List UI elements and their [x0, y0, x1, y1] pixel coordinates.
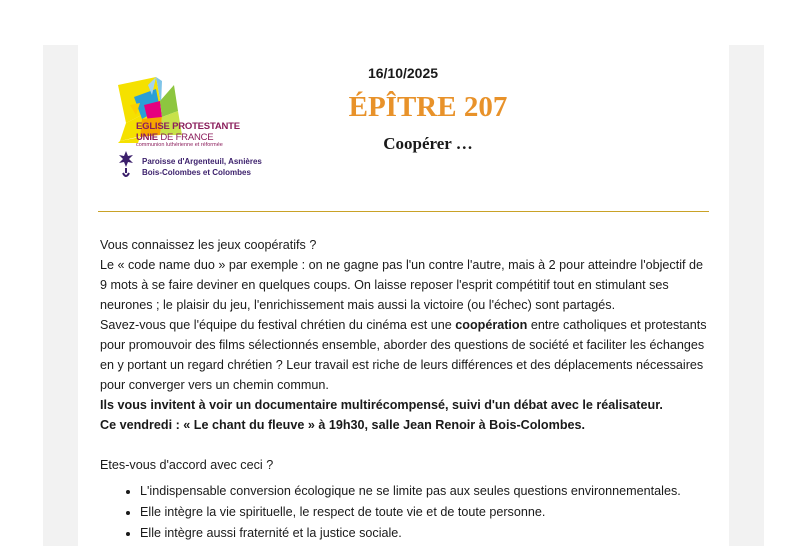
logo-line-1: EGLISE PROTESTANTE — [136, 121, 240, 132]
issue-date: 16/10/2025 — [367, 65, 439, 81]
paragraph-festival: Savez-vous que l'équipe du festival chrétien du cinéma est une coopération entre catholiques et protestants pour promouvoir des films sélectionnés ensemble, aborder des questions de société et faciliter les échanges en y portant un regard chrétien ? Leur travail est riche de leurs différences et des déplacements nécessaires pour converger vers un chemin commun. — [100, 318, 707, 392]
list-item: • Elle intègre aussi fraternité et la justice sociale. — [140, 523, 710, 544]
paragraph-game: Le « code name duo » par exemple : on ne gagne pas l'un contre l'autre, mais à 2 pour atteindre l'objectif de 9 mots à se faire deviner en quelques coups. On laisse reposer l'esprit compétitif tout en stimulant ses neurones ; le plaisir du jeu, l'enrichissement mais aussi la victoire (ou l'échec) sont partagés. — [100, 258, 704, 312]
logo-line-2: UNIE DE FRANCE — [136, 131, 214, 143]
huguenot-cross-icon — [118, 150, 134, 180]
parish-line-1: Paroisse d'Argenteuil, Asnières — [142, 157, 262, 166]
paragraph-question: Etes-vous d'accord avec ceci ? — [100, 458, 274, 472]
page-subtitle: Coopérer … — [383, 134, 473, 153]
parish-line-2: Bois-Colombes et Colombes — [142, 168, 251, 177]
paragraph-invitation: Ils vous invitent à voir un documentaire multirécompensé, suivi d'un débat avec le réalisateur. — [100, 398, 663, 412]
left-margin-panel — [43, 45, 78, 546]
bullet-list — [100, 481, 710, 544]
paragraph-event: Ce vendredi : « Le chant du fleuve » à 19h30, salle Jean Renoir à Bois-Colombes. — [100, 418, 586, 432]
page-title: ÉPÎTRE 207 — [348, 91, 508, 123]
logo-line-3: communion luthérienne et réformée — [136, 142, 223, 148]
right-margin-panel — [729, 45, 764, 546]
paragraph-intro: Vous connaissez les jeux coopératifs ? — [100, 238, 317, 252]
list-item: • Elle intègre la vie spirituelle, le respect de toute vie et de toute personne. — [140, 502, 710, 523]
parish-name — [142, 156, 262, 178]
logo-text — [136, 122, 240, 149]
church-logo — [116, 75, 276, 185]
list-item: • L'indispensable conversion écologique ne se limite pas aux seules questions environnementales. — [140, 481, 710, 502]
article-body — [100, 235, 710, 544]
newsletter-page — [78, 45, 729, 546]
header-divider — [98, 211, 709, 212]
